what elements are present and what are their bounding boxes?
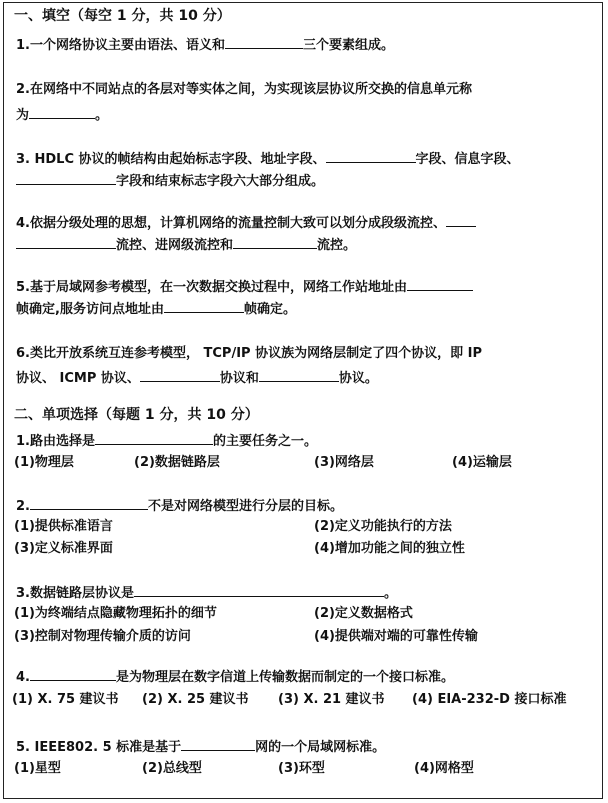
s2-q5-option-3: (3)环型 xyxy=(278,761,325,776)
s2-q3-option-1: (1)为终端结点隐藏物理拓扑的细节 xyxy=(14,606,217,621)
s2-question-1: 1.路由选择是 的主要任务之一。 xyxy=(16,431,317,451)
s2-question-5: 5. IEEE802. 5 标准是基于 网的一个局域网标准。 xyxy=(16,737,385,757)
s2-q2-option-4: (4)增加功能之间的独立性 xyxy=(314,541,465,556)
s2-q5-option-2: (2)总线型 xyxy=(142,761,202,776)
s2-q2-option-3: (3)定义标准界面 xyxy=(14,541,113,556)
s2-q3-option-2: (2)定义数据格式 xyxy=(314,606,413,621)
section-2-title: 二、单项选择（每题 1 分，共 10 分） xyxy=(14,407,259,423)
blank xyxy=(16,171,116,185)
s2-question-2: 2. 不是对网络模型进行分层的目标。 xyxy=(16,496,343,516)
s2-q4-option-1: (1) X. 75 建议书 xyxy=(12,692,119,707)
exam-page xyxy=(3,2,603,799)
blank xyxy=(259,368,339,382)
s2-question-4: 4. 是为物理层在数字信道上传输数据而制定的一个接口标准。 xyxy=(16,667,454,687)
s2-q2-option-1: (1)提供标准语言 xyxy=(14,519,113,534)
s2-q1-option-1: (1)物理层 xyxy=(14,455,74,470)
blank xyxy=(30,496,148,510)
s2-question-3: 3.数据链路层协议是 。 xyxy=(16,583,397,603)
blank xyxy=(164,299,244,313)
s1-question-6-line1: 6.类比开放系统互连参考模型， TCP/IP 协议族为网络层制定了四个协议，即 IP xyxy=(16,346,482,361)
s1-question-2-line1: 2.在网络中不同站点的各层对等实体之间，为实现该层协议所交换的信息单元称 xyxy=(16,82,472,97)
s2-q1-option-2: (2)数据链路层 xyxy=(134,455,220,470)
s1-question-3-line2: 字段和结束标志字段六大部分组成。 xyxy=(16,171,324,191)
s2-q5-option-4: (4)网格型 xyxy=(414,761,474,776)
blank xyxy=(225,35,303,49)
s2-q2-option-2: (2)定义功能执行的方法 xyxy=(314,519,452,534)
blank xyxy=(140,368,220,382)
blank xyxy=(95,431,213,445)
blank xyxy=(16,235,116,249)
s2-q3-option-4: (4)提供端对端的可靠性传输 xyxy=(314,629,478,644)
s1-question-4-line2: 流控、进网级流控和 流控。 xyxy=(16,235,356,255)
s2-q1-option-3: (3)网络层 xyxy=(314,455,374,470)
s2-q4-option-4: (4) EIA-232-D 接口标准 xyxy=(412,692,567,707)
s2-q1-option-4: (4)运输层 xyxy=(452,455,512,470)
s1-question-2-line2: 为 。 xyxy=(16,105,108,125)
s2-q4-option-3: (3) X. 21 建议书 xyxy=(278,692,385,707)
blank xyxy=(134,583,384,597)
s1-question-6-line2: 协议、 ICMP 协议、 协议和 协议。 xyxy=(16,368,378,388)
s1-question-5-line2: 帧确定,服务访问点地址由 帧确定。 xyxy=(16,299,296,319)
s1-question-1: 1.一个网络协议主要由语法、语义和 三个要素组成。 xyxy=(16,35,394,55)
blank xyxy=(446,213,476,227)
blank xyxy=(181,737,255,751)
s1-question-4-line1: 4.依据分级处理的思想，计算机网络的流量控制大致可以划分成段级流控、 xyxy=(16,213,476,233)
s2-q4-option-2: (2) X. 25 建议书 xyxy=(142,692,249,707)
blank xyxy=(29,105,95,119)
blank xyxy=(407,277,473,291)
blank xyxy=(233,235,317,249)
s2-q5-option-1: (1)星型 xyxy=(14,761,61,776)
blank xyxy=(30,667,116,681)
section-1-title: 一、填空（每空 1 分，共 10 分） xyxy=(14,8,231,24)
s2-q3-option-3: (3)控制对物理传输介质的访问 xyxy=(14,629,191,644)
s1-question-5-line1: 5.基于局域网参考模型，在一次数据交换过程中，网络工作站地址由 xyxy=(16,277,473,297)
blank xyxy=(326,149,416,163)
s1-question-3-line1: 3. HDLC 协议的帧结构由起始标志字段、地址字段、 字段、信息字段、 xyxy=(16,149,520,169)
